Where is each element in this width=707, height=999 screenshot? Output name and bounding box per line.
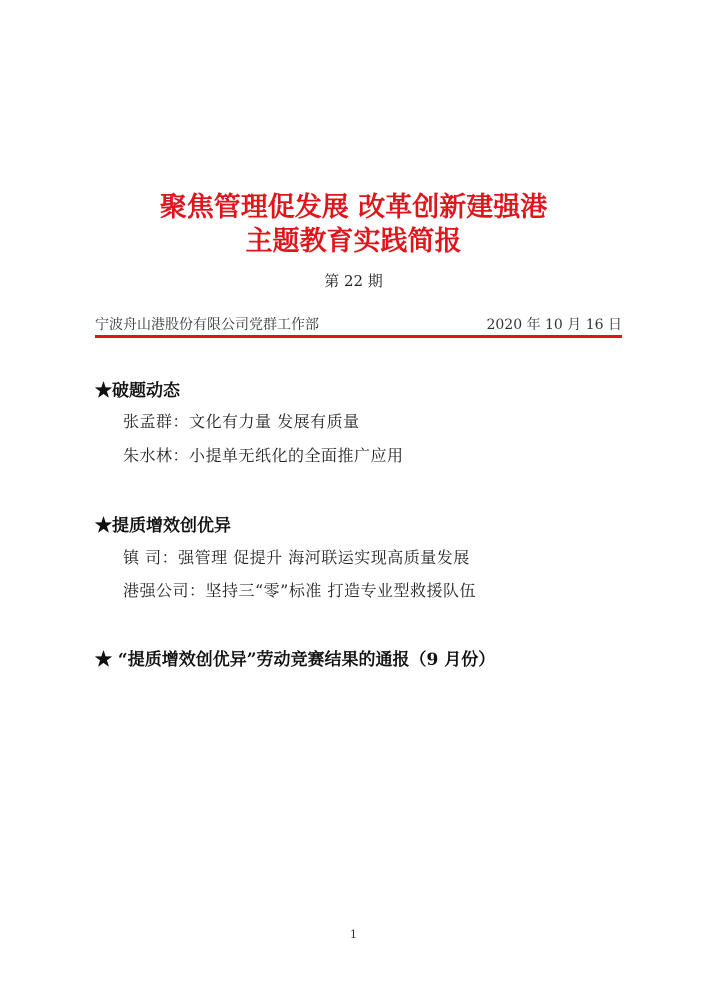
section-heading-jingsai: ★ “提质增效创优异”劳动竞赛结果的通报（9 月份） — [95, 650, 496, 670]
list-item: 张孟群：文化有力量 发展有质量 — [123, 412, 360, 431]
list-item: 朱水林：小提单无纸化的全面推广应用 — [123, 446, 404, 465]
publish-date: 2020 年 10 月 16 日 — [486, 317, 622, 333]
section-heading-pojie: ★破题动态 — [95, 381, 180, 401]
masthead — [95, 314, 622, 334]
page-number: 1 — [350, 928, 357, 941]
issue-number: 第 22 期 — [324, 272, 383, 290]
list-item: 镇 司：强管理 促提升 海河联运实现高质量发展 — [123, 548, 470, 567]
section-heading-tizhi: ★提质增效创优异 — [95, 516, 231, 536]
briefing-title-line2: 主题教育实践简报 — [245, 226, 462, 257]
briefing-title-line1: 聚焦管理促发展 改革创新建强港 — [159, 192, 548, 223]
list-item: 港强公司：坚持三“零”标准 打造专业型救援队伍 — [123, 581, 476, 600]
publisher: 宁波舟山港股份有限公司党群工作部 — [95, 317, 319, 333]
red-divider — [95, 335, 622, 338]
